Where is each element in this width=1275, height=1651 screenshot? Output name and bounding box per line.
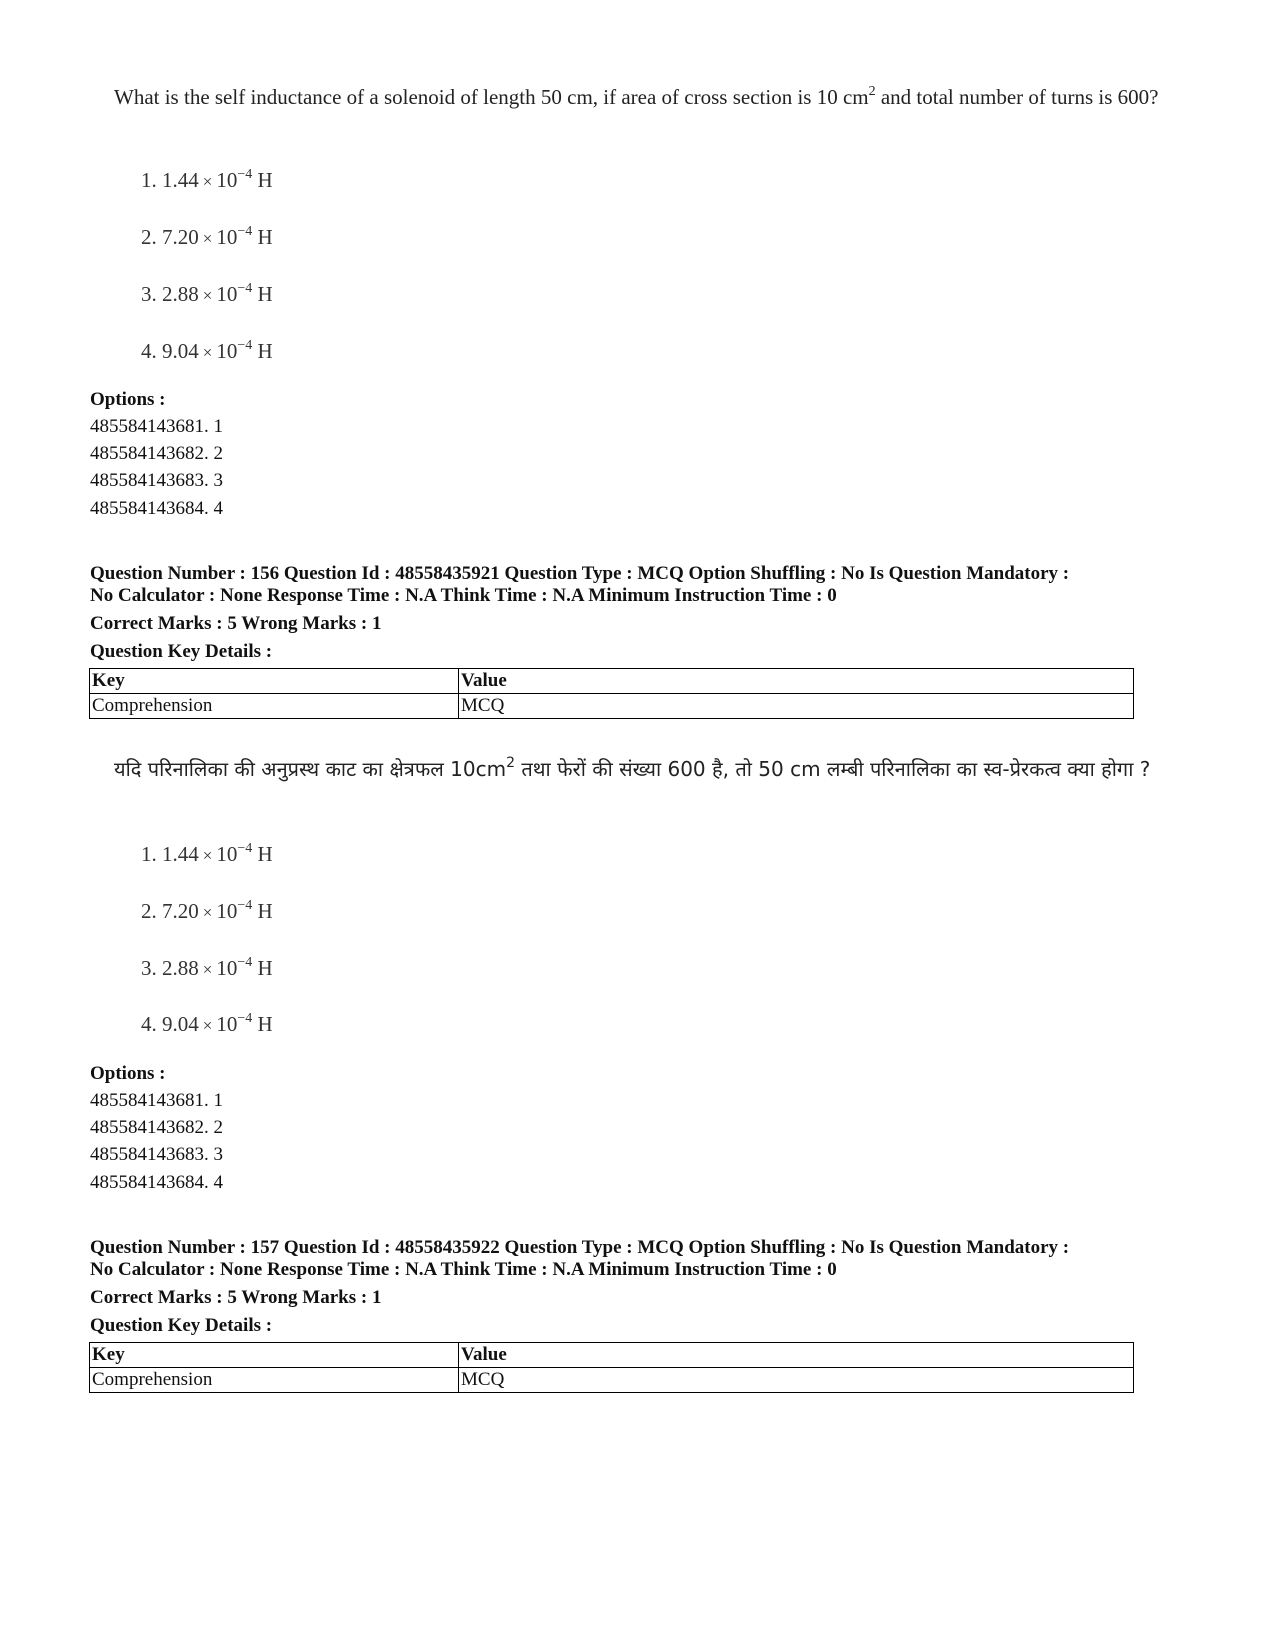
- marks-line: Correct Marks : 5 Wrong Marks : 1: [90, 1287, 382, 1308]
- question-meta-line2: No Calculator : None Response Time : N.A Think Time : N.A Minimum Instruction Time : 0: [90, 1259, 837, 1280]
- table-cell-key: Comprehension: [90, 694, 459, 719]
- key-details-heading: Question Key Details :: [90, 1315, 273, 1336]
- option-id-1: 485584143681. 1: [90, 1090, 223, 1111]
- marks-line: Correct Marks : 5 Wrong Marks : 1: [90, 613, 382, 634]
- option-id-3: 485584143683. 3: [90, 470, 223, 491]
- option-id-2: 485584143682. 2: [90, 1117, 223, 1138]
- table-header-value: Value: [459, 1343, 1134, 1368]
- table-header-row: [90, 1343, 1134, 1368]
- choice-3: 3. $2.88 \times 10^{-4}$ H: [141, 281, 273, 306]
- table-header-value: Value: [459, 669, 1134, 694]
- option-id-1: 485584143681. 1: [90, 416, 223, 437]
- table-header-key: Key: [90, 1343, 459, 1368]
- table-cell-value: MCQ: [459, 694, 1134, 719]
- choice-3: 3. $2.88 \times 10^{-4}$ H: [141, 955, 273, 980]
- choice-4: 4. $9.04 \times 10^{-4}$ H: [141, 338, 273, 363]
- choice-1: 1. $1.44 \times 10^{-4}$ H: [141, 841, 273, 866]
- options-heading: Options :: [90, 389, 166, 410]
- question-meta-line2: No Calculator : None Response Time : N.A Think Time : N.A Minimum Instruction Time : 0: [90, 585, 837, 606]
- table-header-row: [90, 669, 1134, 694]
- option-id-4: 485584143684. 4: [90, 498, 223, 519]
- key-details-heading: Question Key Details :: [90, 641, 273, 662]
- key-details-table: [89, 1342, 1134, 1393]
- table-row: [90, 1368, 1134, 1393]
- table-cell-value: MCQ: [459, 1368, 1134, 1393]
- question-text-hindi: यदि परिनालिका की अनुप्रस्थ काट का क्षेत्रफल $10cm^2$ तथा फेरों की संख्या 600 है, तो 50 cm लम्बी परिनालिका का स्व-प्रेरकत्व क्या होगा ?: [114, 755, 1151, 781]
- question-meta-line1: Question Number : 156 Question Id : 48558435921 Question Type : MCQ Option Shuffling : No Is Question Mandatory :: [90, 563, 1070, 584]
- table-row: [90, 694, 1134, 719]
- choice-4: 4. $9.04 \times 10^{-4}$ H: [141, 1011, 273, 1036]
- choice-1: 1. $1.44 \times 10^{-4}$ H: [141, 167, 273, 192]
- choice-2: 2. $7.20 \times 10^{-4}$ H: [141, 898, 273, 923]
- option-id-4: 485584143684. 4: [90, 1172, 223, 1193]
- table-header-key: Key: [90, 669, 459, 694]
- question-text-english: What is the self inductance of a solenoid of length 50 cm, if area of cross section is 10 $cm^2$ and total number of turns is 600?: [114, 84, 1159, 109]
- choice-2: 2. $7.20 \times 10^{-4}$ H: [141, 224, 273, 249]
- options-heading: Options :: [90, 1063, 166, 1084]
- option-id-3: 485584143683. 3: [90, 1144, 223, 1165]
- question-meta-line1: Question Number : 157 Question Id : 48558435922 Question Type : MCQ Option Shuffling : No Is Question Mandatory :: [90, 1237, 1070, 1258]
- key-details-table: [89, 668, 1134, 719]
- option-id-2: 485584143682. 2: [90, 443, 223, 464]
- table-cell-key: Comprehension: [90, 1368, 459, 1393]
